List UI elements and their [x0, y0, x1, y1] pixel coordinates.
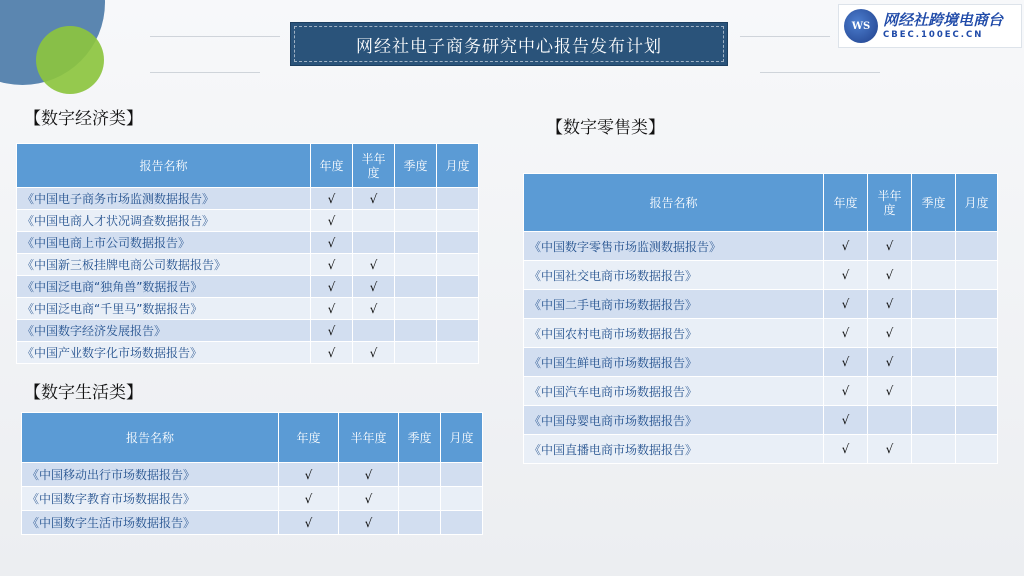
section-title-digital-economy: 【数字经济类】 — [24, 109, 143, 129]
table-row[interactable] — [22, 487, 483, 511]
report-name[interactable]: 《中国数字生活市场数据报告》 — [22, 511, 279, 535]
cell-year: √ — [311, 232, 353, 254]
table-row[interactable] — [17, 342, 479, 364]
section-title-digital-life: 【数字生活类】 — [24, 383, 143, 403]
cell-month — [956, 348, 998, 377]
report-name[interactable]: 《中国电商上市公司数据报告》 — [17, 232, 311, 254]
cell-quarter — [912, 290, 956, 319]
report-name[interactable]: 《中国数字零售市场监测数据报告》 — [524, 232, 824, 261]
table-row[interactable] — [524, 261, 998, 290]
logo-domain: CBEC.100EC.CN — [883, 30, 984, 40]
cell-month — [437, 298, 479, 320]
cell-month — [437, 276, 479, 298]
cell-month — [956, 319, 998, 348]
table-row[interactable] — [524, 232, 998, 261]
table-row[interactable] — [17, 298, 479, 320]
report-name[interactable]: 《中国社交电商市场数据报告》 — [524, 261, 824, 290]
col-half-year-header: 半年度 — [339, 413, 399, 463]
cell-half-year: √ — [868, 290, 912, 319]
report-name[interactable]: 《中国电子商务市场监测数据报告》 — [17, 188, 311, 210]
cell-month — [956, 261, 998, 290]
cell-half-year — [353, 320, 395, 342]
cell-month — [956, 290, 998, 319]
cell-year: √ — [311, 342, 353, 364]
table-row[interactable] — [17, 276, 479, 298]
cell-year: √ — [311, 298, 353, 320]
cell-year: √ — [824, 348, 868, 377]
report-name[interactable]: 《中国数字教育市场数据报告》 — [22, 487, 279, 511]
cell-half-year: √ — [868, 348, 912, 377]
cell-half-year: √ — [339, 487, 399, 511]
cell-year: √ — [824, 435, 868, 464]
report-name[interactable]: 《中国生鲜电商市场数据报告》 — [524, 348, 824, 377]
decor-green-circle — [36, 26, 104, 94]
cell-month — [956, 406, 998, 435]
report-name[interactable]: 《中国泛电商“独角兽”数据报告》 — [17, 276, 311, 298]
report-name[interactable]: 《中国产业数字化市场数据报告》 — [17, 342, 311, 364]
cell-month — [437, 188, 479, 210]
cell-month — [441, 511, 483, 535]
table-row[interactable] — [17, 188, 479, 210]
cell-half-year: √ — [353, 254, 395, 276]
report-name[interactable]: 《中国移动出行市场数据报告》 — [22, 463, 279, 487]
cell-month — [956, 232, 998, 261]
col-quarter-header: 季度 — [912, 174, 956, 232]
cell-quarter — [399, 463, 441, 487]
table-row[interactable] — [524, 290, 998, 319]
cell-year: √ — [311, 188, 353, 210]
col-month-header: 月度 — [441, 413, 483, 463]
report-name[interactable]: 《中国母婴电商市场数据报告》 — [524, 406, 824, 435]
cell-half-year: √ — [353, 298, 395, 320]
col-year-header: 年度 — [279, 413, 339, 463]
col-report-name-header: 报告名称 — [524, 174, 824, 232]
cell-quarter — [912, 319, 956, 348]
cell-year: √ — [311, 320, 353, 342]
decor-line — [740, 36, 830, 37]
cell-quarter — [395, 276, 437, 298]
cell-month — [437, 342, 479, 364]
col-month-header: 月度 — [956, 174, 998, 232]
cell-quarter — [912, 377, 956, 406]
table-digital-retail — [523, 173, 998, 464]
page-title-bar — [290, 22, 728, 66]
decor-line — [760, 72, 880, 73]
cell-quarter — [395, 320, 437, 342]
cell-month — [956, 377, 998, 406]
section-title-digital-retail: 【数字零售类】 — [546, 118, 665, 138]
cell-quarter — [912, 348, 956, 377]
report-name[interactable]: 《中国农村电商市场数据报告》 — [524, 319, 824, 348]
cell-half-year: √ — [339, 463, 399, 487]
report-name[interactable]: 《中国新三板挂牌电商公司数据报告》 — [17, 254, 311, 276]
cell-month — [437, 210, 479, 232]
logo-name: 网经社跨境电商台 — [883, 11, 1004, 29]
report-name[interactable]: 《中国电商人才状况调查数据报告》 — [17, 210, 311, 232]
cell-month — [441, 463, 483, 487]
report-name[interactable]: 《中国直播电商市场数据报告》 — [524, 435, 824, 464]
cell-half-year: √ — [868, 319, 912, 348]
cell-month — [437, 254, 479, 276]
cell-year: √ — [311, 210, 353, 232]
cell-half-year: √ — [868, 261, 912, 290]
cell-month — [441, 487, 483, 511]
col-year-header: 年度 — [311, 144, 353, 188]
cell-half-year — [353, 210, 395, 232]
table-row[interactable] — [524, 377, 998, 406]
table-header-row — [22, 413, 483, 463]
col-report-name-header: 报告名称 — [22, 413, 279, 463]
cell-half-year: √ — [868, 377, 912, 406]
logo-globe-icon: WS — [844, 9, 878, 43]
col-year-header: 年度 — [824, 174, 868, 232]
table-row[interactable] — [524, 406, 998, 435]
cell-year: √ — [824, 232, 868, 261]
cell-year: √ — [824, 319, 868, 348]
report-name[interactable]: 《中国泛电商“千里马”数据报告》 — [17, 298, 311, 320]
report-name[interactable]: 《中国二手电商市场数据报告》 — [524, 290, 824, 319]
cell-half-year — [868, 406, 912, 435]
table-row[interactable] — [524, 319, 998, 348]
cell-quarter — [395, 342, 437, 364]
cell-year: √ — [311, 254, 353, 276]
cell-year: √ — [824, 290, 868, 319]
cell-half-year: √ — [868, 435, 912, 464]
cell-quarter — [395, 188, 437, 210]
col-half-year-header: 半年 度 — [868, 174, 912, 232]
cell-month — [437, 320, 479, 342]
table-header-row — [524, 174, 998, 232]
cell-quarter — [395, 254, 437, 276]
cell-month — [956, 435, 998, 464]
table-row[interactable] — [17, 254, 479, 276]
decor-line — [150, 36, 280, 37]
cell-quarter — [395, 298, 437, 320]
page-title: 网经社电子商务研究中心报告发布计划 — [356, 36, 662, 57]
col-report-name-header: 报告名称 — [17, 144, 311, 188]
cell-year: √ — [279, 487, 339, 511]
cell-half-year: √ — [339, 511, 399, 535]
col-quarter-header: 季度 — [395, 144, 437, 188]
brand-logo[interactable] — [838, 4, 1022, 48]
report-name[interactable]: 《中国数字经济发展报告》 — [17, 320, 311, 342]
table-header-row — [17, 144, 479, 188]
cell-month — [437, 232, 479, 254]
cell-year: √ — [311, 276, 353, 298]
table-row[interactable] — [22, 463, 483, 487]
table-row[interactable] — [17, 320, 479, 342]
cell-quarter — [399, 487, 441, 511]
report-name[interactable]: 《中国汽车电商市场数据报告》 — [524, 377, 824, 406]
cell-quarter — [399, 511, 441, 535]
table-row[interactable] — [524, 348, 998, 377]
col-half-year-header: 半年 度 — [353, 144, 395, 188]
cell-year: √ — [824, 377, 868, 406]
cell-quarter — [912, 261, 956, 290]
cell-half-year — [353, 232, 395, 254]
cell-quarter — [912, 435, 956, 464]
table-digital-life — [21, 412, 483, 535]
decor-line — [150, 72, 260, 73]
cell-half-year: √ — [353, 342, 395, 364]
table-row[interactable] — [17, 232, 479, 254]
table-row[interactable] — [22, 511, 483, 535]
cell-half-year: √ — [353, 188, 395, 210]
cell-quarter — [912, 406, 956, 435]
cell-year: √ — [279, 463, 339, 487]
cell-quarter — [395, 210, 437, 232]
col-quarter-header: 季度 — [399, 413, 441, 463]
cell-year: √ — [824, 406, 868, 435]
cell-quarter — [395, 232, 437, 254]
cell-half-year: √ — [353, 276, 395, 298]
cell-year: √ — [279, 511, 339, 535]
table-digital-economy — [16, 143, 479, 364]
cell-year: √ — [824, 261, 868, 290]
col-month-header: 月度 — [437, 144, 479, 188]
table-row[interactable] — [524, 435, 998, 464]
cell-half-year: √ — [868, 232, 912, 261]
cell-quarter — [912, 232, 956, 261]
table-row[interactable] — [17, 210, 479, 232]
